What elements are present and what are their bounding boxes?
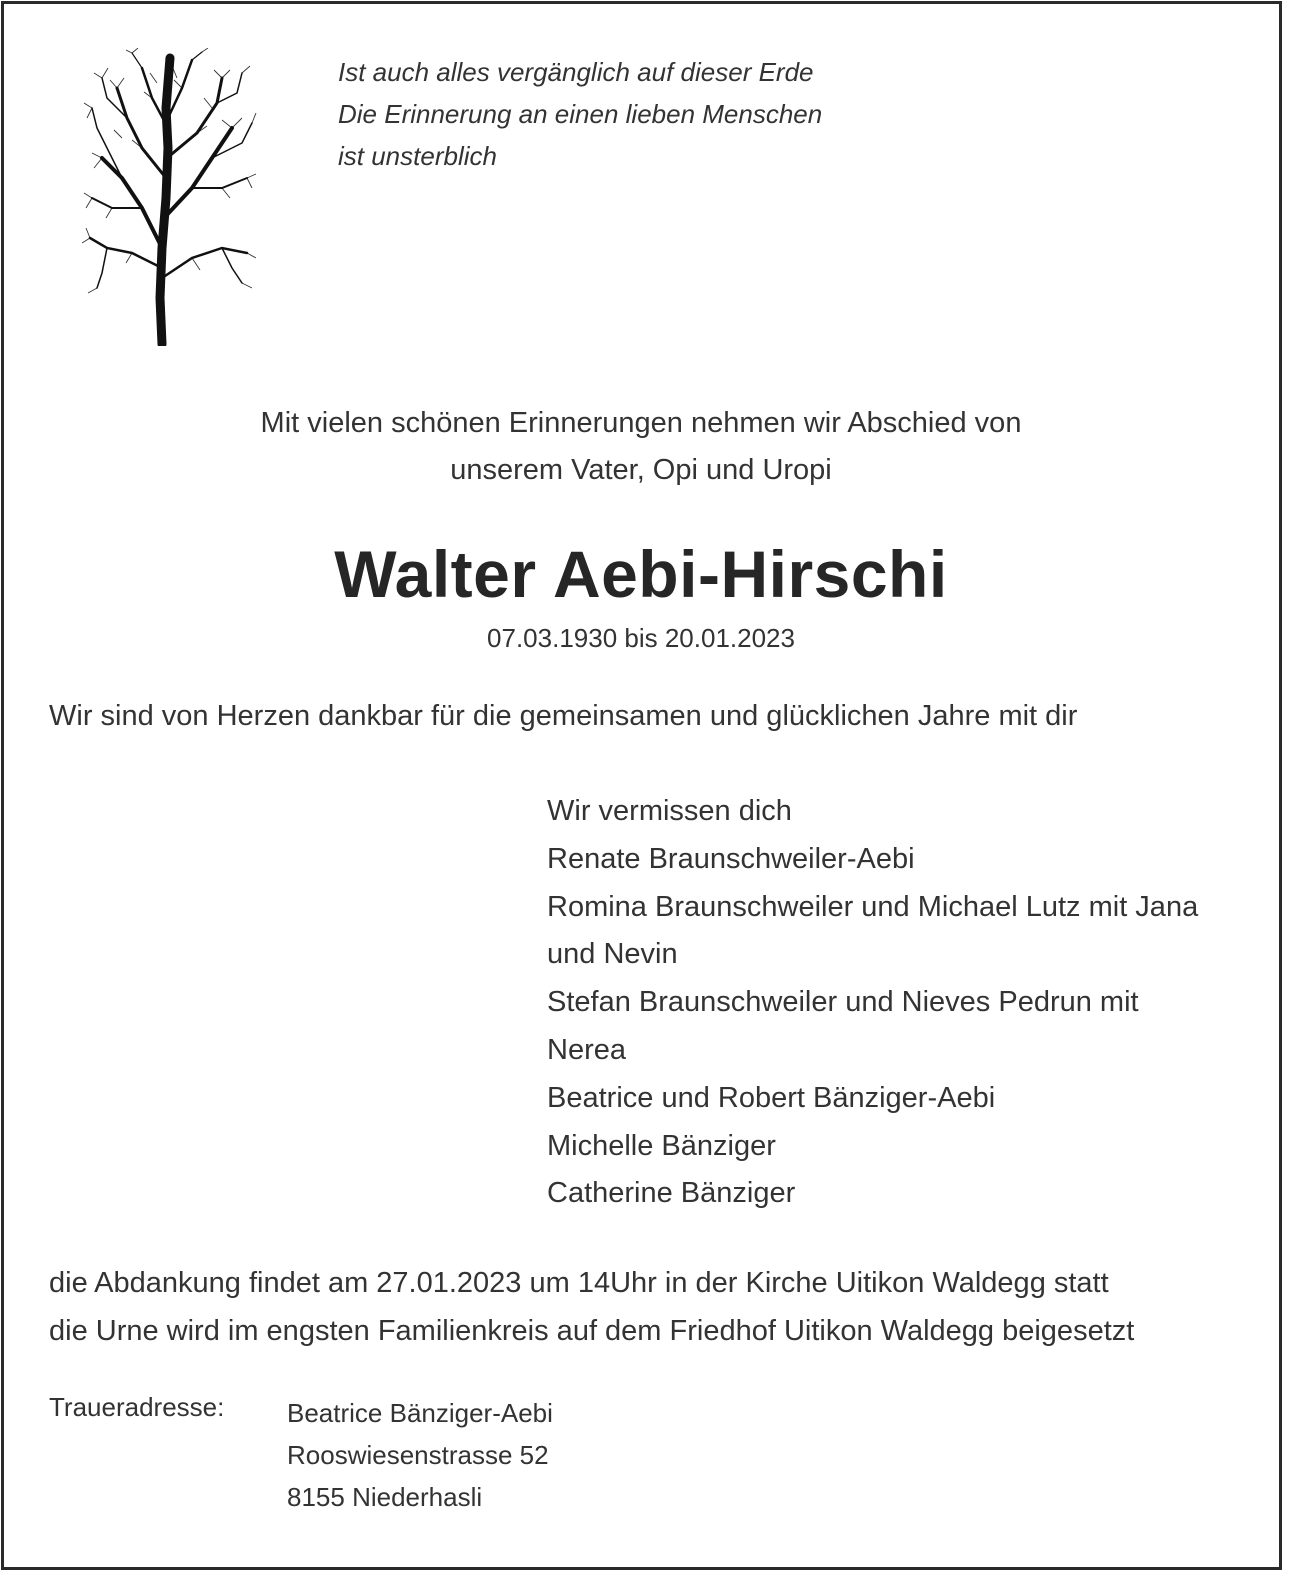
ceremony-info <box>49 1259 1134 1355</box>
intro-line: Mit vielen schönen Erinnerungen nehmen wir Abschied von <box>260 407 1022 439</box>
mourners-list <box>547 788 1198 1218</box>
mourner-line: Catherine Bänziger <box>547 1177 796 1210</box>
deceased-name: Walter Aebi-Hirschi <box>334 537 948 611</box>
poem-line: ist unsterblich <box>338 141 497 171</box>
address-line: 8155 Niederhasli <box>287 1482 483 1512</box>
address-line: Beatrice Bänziger-Aebi <box>287 1398 553 1428</box>
poem-line: Die Erinnerung an einen lieben Menschen <box>338 99 823 129</box>
mourner-line: Romina Braunschweiler und Michael Lutz mit Jana <box>547 890 1199 923</box>
poem-line: Ist auch alles vergänglich auf dieser Erde <box>338 57 814 87</box>
mourner-line: Wir vermissen dich <box>547 795 792 827</box>
mourning-address <box>287 1392 553 1518</box>
life-dates: 07.03.1930 bis 20.01.2023 <box>487 623 795 653</box>
mourner-line: Michelle Bänziger <box>547 1129 776 1162</box>
ceremony-line: die Urne wird im engsten Familienkreis auf dem Friedhof Uitikon Waldegg beigesetzt <box>49 1315 1135 1347</box>
intro-text <box>0 400 1282 494</box>
bare-tree-icon <box>82 48 257 346</box>
thanks-text: Wir sind von Herzen dankbar für die gemeinsamen und glücklichen Jahre mit dir <box>49 700 1078 732</box>
mourner-line: Nerea <box>547 1033 626 1066</box>
mourner-line: Renate Braunschweiler-Aebi <box>547 842 915 875</box>
address-label: Traueradresse: <box>49 1392 225 1422</box>
poem <box>338 51 822 177</box>
address-line: Rooswiesenstrasse 52 <box>287 1440 549 1470</box>
ceremony-line: die Abdankung findet am 27.01.2023 um 14Uhr in der Kirche Uitikon Waldegg statt <box>49 1267 1109 1299</box>
intro-line: unserem Vater, Opi und Uropi <box>450 454 832 486</box>
mourner-line: Beatrice und Robert Bänziger-Aebi <box>547 1081 996 1114</box>
mourner-line: Stefan Braunschweiler und Nieves Pedrun mit <box>547 986 1139 1019</box>
mourner-line: und Nevin <box>547 938 678 971</box>
